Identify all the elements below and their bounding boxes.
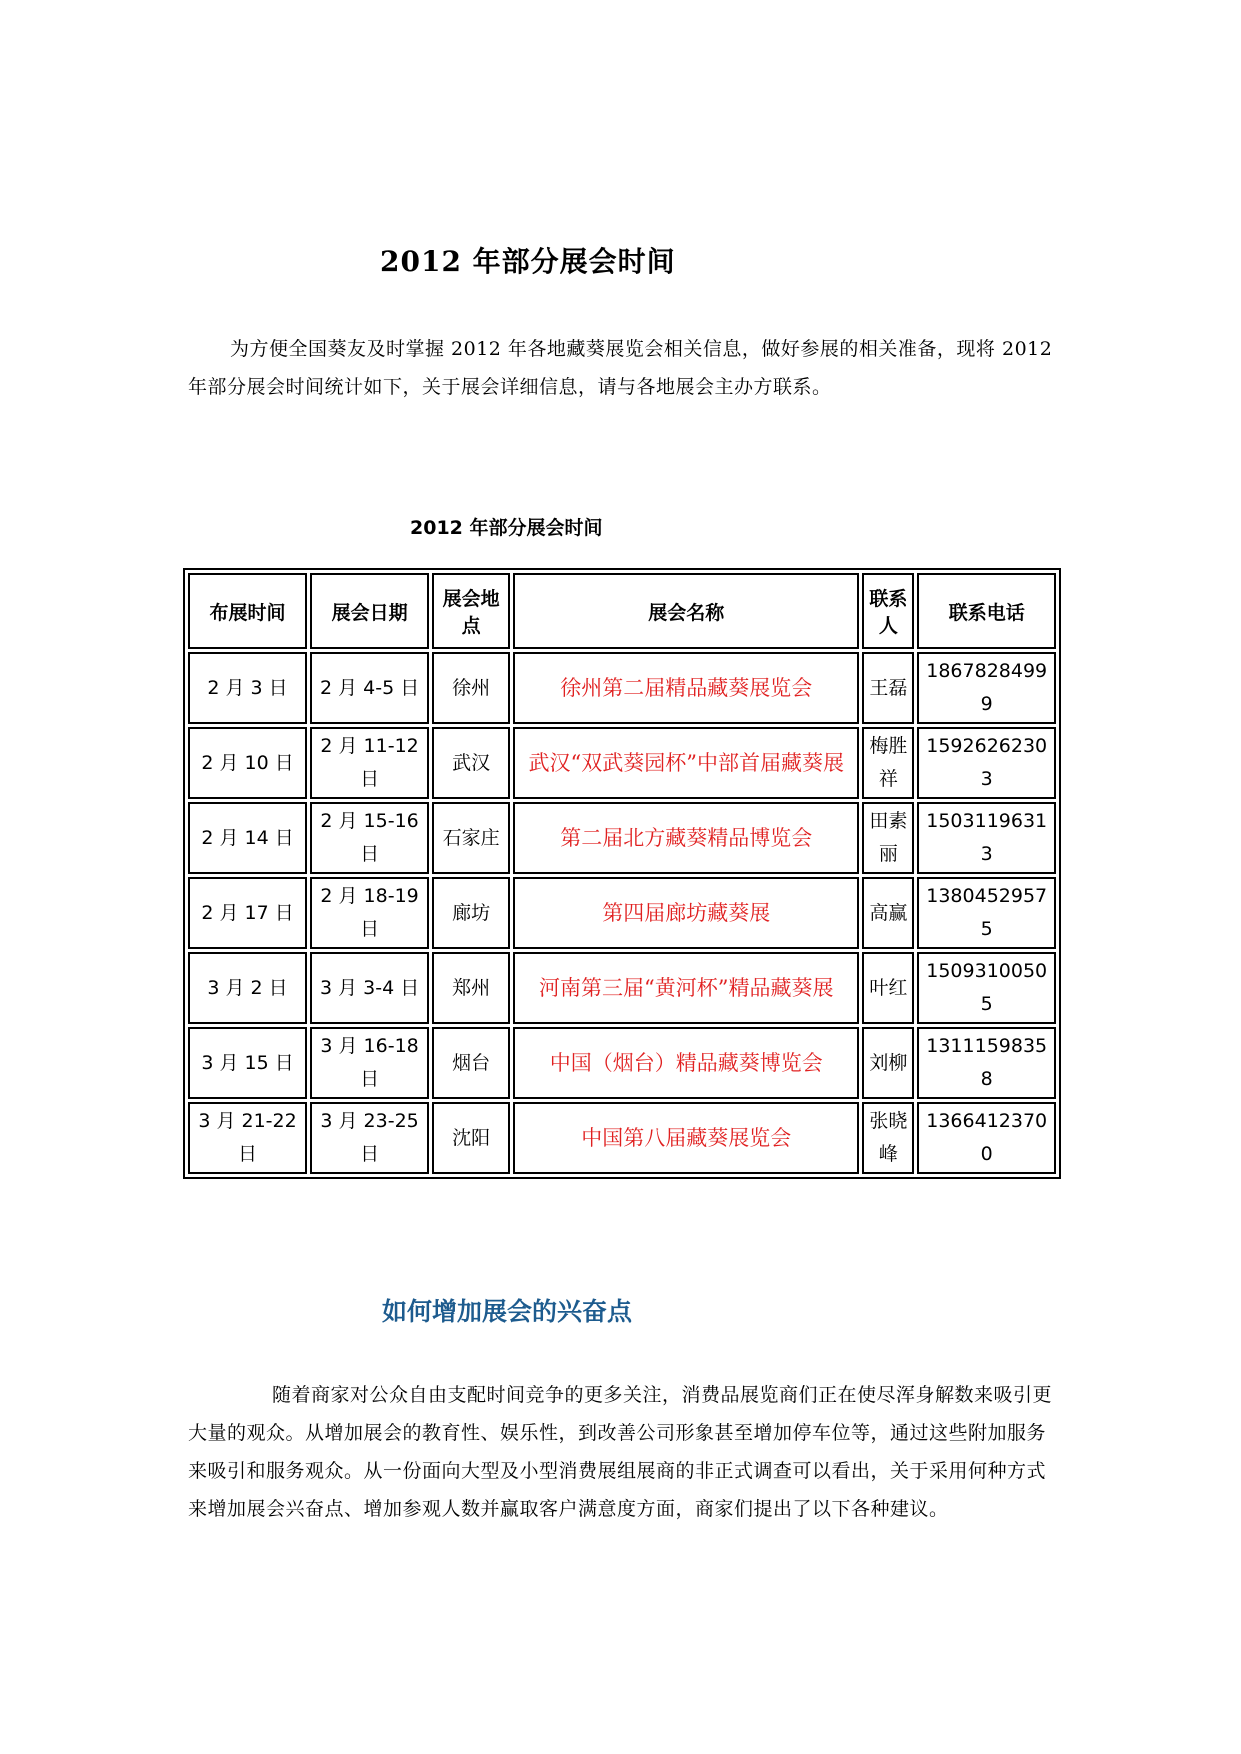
header-name: 展会名称 [513,573,859,649]
cell-phone: 18678284999 [917,652,1056,724]
cell-date: 3 月 23-25 日 [310,1102,429,1174]
cell-place: 烟台 [432,1027,510,1099]
cell-phone: 13664123700 [917,1102,1056,1174]
header-place: 展会地点 [432,573,510,649]
cell-phone: 13804529575 [917,877,1056,949]
cell-place: 廊坊 [432,877,510,949]
cell-date: 3 月 3-4 日 [310,952,429,1024]
header-contact: 联系人 [862,573,914,649]
table-row [188,652,1056,724]
cell-contact: 高赢 [862,877,914,949]
page-title: 2012 年部分展会时间 [380,245,676,278]
header-phone: 联系电话 [917,573,1056,649]
cell-phone: 15031196313 [917,802,1056,874]
table-row [188,1027,1056,1099]
intro-paragraph: 为方便全国葵友及时掌握 2012 年各地藏葵展览会相关信息，做好参展的相关准备，现将 2012 年部分展会时间统计如下，关于展会详细信息，请与各地展会主办方联系。 [188,338,1053,398]
cell-date: 2 月 11-12 日 [310,727,429,799]
cell-contact: 田素丽 [862,802,914,874]
cell-contact: 梅胜祥 [862,727,914,799]
table-row [188,802,1056,874]
cell-date: 2 月 15-16 日 [310,802,429,874]
cell-setup: 2 月 17 日 [188,877,307,949]
cell-exhibition-name: 第二届北方藏葵精品博览会 [513,802,859,874]
cell-exhibition-name: 武汉“双武葵园杯”中部首届藏葵展 [513,727,859,799]
cell-phone: 13111598358 [917,1027,1056,1099]
cell-setup: 2 月 10 日 [188,727,307,799]
cell-exhibition-name: 第四届廊坊藏葵展 [513,877,859,949]
table-row [188,877,1056,949]
cell-exhibition-name: 中国（烟台）精品藏葵博览会 [513,1027,859,1099]
header-setup: 布展时间 [188,573,307,649]
cell-place: 沈阳 [432,1102,510,1174]
table-header-row [188,573,1056,649]
exhibition-schedule-table [183,568,1061,1179]
cell-phone: 15093100505 [917,952,1056,1024]
cell-setup: 3 月 15 日 [188,1027,307,1099]
cell-contact: 王磊 [862,652,914,724]
cell-setup: 2 月 14 日 [188,802,307,874]
cell-place: 石家庄 [432,802,510,874]
table-row [188,727,1056,799]
cell-place: 徐州 [432,652,510,724]
cell-setup: 2 月 3 日 [188,652,307,724]
cell-contact: 叶红 [862,952,914,1024]
cell-setup: 3 月 2 日 [188,952,307,1024]
cell-date: 3 月 16-18 日 [310,1027,429,1099]
table-caption: 2012 年部分展会时间 [410,517,603,539]
cell-place: 武汉 [432,727,510,799]
cell-phone: 15926262303 [917,727,1056,799]
cell-contact: 张晓峰 [862,1102,914,1174]
cell-exhibition-name: 河南第三届“黄河杯”精品藏葵展 [513,952,859,1024]
table-row [188,952,1056,1024]
table-row [188,1102,1056,1174]
section-heading: 如何增加展会的兴奋点 [382,1297,633,1326]
cell-contact: 刘柳 [862,1027,914,1099]
cell-exhibition-name: 徐州第二届精品藏葵展览会 [513,652,859,724]
header-date: 展会日期 [310,573,429,649]
cell-place: 郑州 [432,952,510,1024]
cell-date: 2 月 18-19 日 [310,877,429,949]
cell-date: 2 月 4-5 日 [310,652,429,724]
cell-setup: 3 月 21-22 日 [188,1102,307,1174]
cell-exhibition-name: 中国第八届藏葵展览会 [513,1102,859,1174]
section-body-paragraph: 随着商家对公众自由支配时间竞争的更多关注，消费品展览商们正在使尽浑身解数来吸引更大量的观众。从增加展会的教育性、娱乐性，到改善公司形象甚至增加停车位等，通过这些附加服务来吸引和服务观众。从一份面向大型及小型消费展组展商的非正式调查可以看出，关于采用何种方式来增加展会兴奋点、增加参观人数并赢取客户满意度方面，商家们提出了以下各种建议。 [188,1384,1053,1520]
